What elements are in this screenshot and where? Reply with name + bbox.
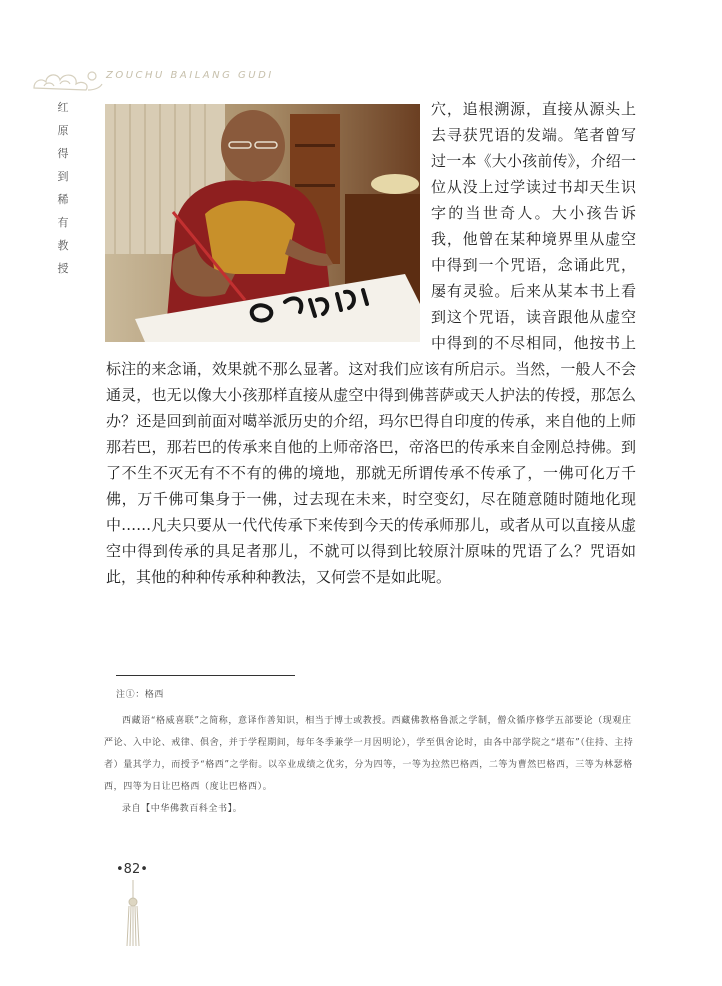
footnote-text: 西藏语“格威喜联”之简称，意译作善知识，相当于博士或教授。西藏佛教格鲁派之学制，僧众循序修学五部要论（现观庄严论、入中论、戒律、俱舍，并于学程期间，每年冬季兼学一月因明论），学至俱舍论时，由各中部学院之“堪布”（住持、主持者）量其学力，而授予“格西”之学衔。以卒业成绩之优劣，分为四等，一等为拉然巴格西，二等为曹然巴格西，三等为林瑟格西，四等为日让巴格西（度让巴格西）。	[104, 716, 634, 792]
side-title-char: 稀	[57, 193, 69, 206]
page-dot-right: •	[140, 862, 148, 877]
footnote-label: 注①：格西	[116, 690, 165, 700]
footnote-source: 录自【中华佛教百科全书】。	[122, 804, 243, 814]
side-chapter-title	[56, 96, 70, 280]
photo-wrap-spacer	[106, 96, 431, 356]
side-title-char: 得	[57, 147, 69, 160]
side-title-char: 教	[57, 239, 69, 252]
footnote-divider	[116, 675, 295, 676]
side-title-char: 到	[57, 170, 69, 183]
tassel-ornament-icon	[123, 880, 143, 948]
side-title-char: 有	[57, 216, 69, 229]
cloud-ornament-icon	[30, 62, 106, 98]
side-title-char: 红	[57, 101, 69, 114]
side-title-char: 授	[57, 262, 69, 275]
running-header-title: ZOUCHU BAILANG GUDI	[106, 70, 274, 81]
page-dot-left: •	[116, 862, 124, 877]
page-number-value: 82	[123, 862, 141, 877]
main-body-text	[106, 96, 636, 590]
footnote-block	[104, 684, 634, 820]
body-paragraph: 穴，追根溯源，直接从源头上去寻获咒语的发端。笔者曾写过一本《大小孩前传》，介绍一位从没上过学读过书却天生识字的当世奇人。大小孩告诉我，他曾在某种境界里从虚空中得到一个咒语，念诵此咒，屡有灵验。后来从某本书上看到这个咒语，读音跟他从虚空中得到的不尽相同，他按书上标注的来念诵，效果就不那么显著。这对我们应该有所启示。当然，一般人不会通灵，也无以像大小孩那样直接从虚空中得到佛菩萨或天人护法的传授，那怎么办？还是回到前面对噶举派历史的介绍，玛尔巴得自印度的传承，来自他的上师那若巴，那若巴的传承来自他的上师帝洛巴，帝洛巴的传承来自金刚总持佛。到了不生不灭无有不不有的佛的境地，那就无所谓传承不传承了，一佛可化万千佛，万千佛可集身于一佛，过去现在未来，时空变幻，尽在随意随时随地化现中……凡夫只要从一代代传承下来传到今天的传承师那儿，或者从可以直接从虚空中得到传承的具足者那儿，不就可以得到比较原汁原味的咒语了么？咒语如此，其他的种种传承种种教法，又何尝不是如此呢。	[106, 100, 636, 586]
side-title-char: 原	[57, 124, 69, 137]
page-number	[116, 862, 156, 877]
